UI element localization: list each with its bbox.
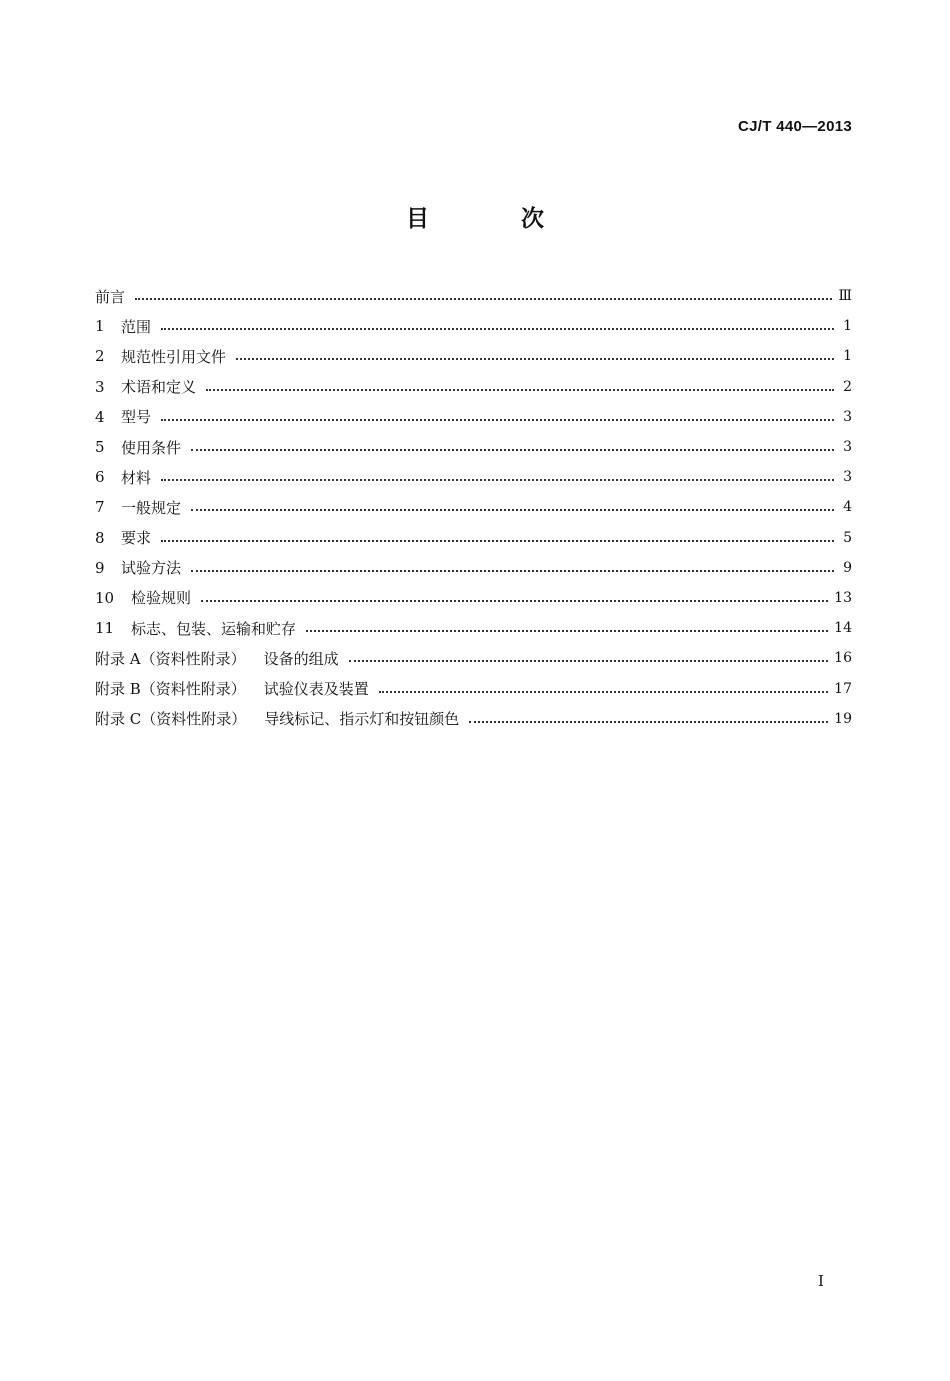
toc-entry-number: 9 (95, 558, 105, 577)
toc-entry-number: 2 (95, 347, 105, 366)
toc-entry-4[interactable] (95, 402, 852, 432)
toc-entry-number: 3 (95, 377, 105, 396)
toc-entry-page: 3 (843, 439, 852, 456)
toc-entry-page: 3 (843, 469, 852, 486)
toc-leader-dots (236, 358, 834, 360)
toc-leader-dots (379, 691, 828, 693)
table-of-contents (95, 281, 852, 734)
toc-leader-dots (135, 298, 832, 300)
toc-entry-page: 19 (834, 710, 852, 727)
toc-entry-3[interactable] (95, 372, 852, 402)
toc-leader-dots (161, 328, 834, 330)
toc-leader-dots (161, 419, 834, 421)
toc-entry-page: 5 (843, 529, 852, 546)
toc-entry-11[interactable] (95, 613, 852, 643)
toc-entry-page: 4 (843, 499, 852, 516)
toc-entry-7[interactable] (95, 492, 852, 522)
toc-entry-1[interactable] (95, 311, 852, 341)
toc-entry-page: 9 (843, 559, 852, 576)
toc-entry-number: 5 (95, 438, 105, 457)
toc-entry-appendix-a[interactable] (95, 643, 852, 673)
toc-entry-label: 试验方法 (121, 559, 182, 578)
toc-entry-label: 要求 (121, 529, 152, 548)
toc-entry-label: 范围 (121, 317, 152, 336)
toc-appendix-label: 附录 C（资料性附录） (95, 710, 247, 729)
toc-leader-dots (469, 721, 828, 723)
toc-entry-page: 14 (834, 620, 852, 637)
toc-entry-number: 4 (95, 407, 105, 426)
toc-entry-number: 8 (95, 528, 105, 547)
toc-entry-label: 型号 (121, 408, 152, 427)
toc-entry-5[interactable] (95, 432, 852, 462)
toc-entry-10[interactable] (95, 583, 852, 613)
toc-entry-label: 术语和定义 (121, 378, 197, 397)
toc-entry-page: Ⅲ (838, 288, 852, 305)
toc-entry-label: 标志、包装、运输和贮存 (131, 619, 297, 638)
page-title: 目 次 (405, 206, 586, 232)
toc-entry-foreword[interactable] (95, 281, 852, 311)
toc-entry-label: 使用条件 (121, 438, 182, 457)
toc-entry-label: 试验仪表及装置 (263, 680, 369, 699)
toc-entry-label: 检验规则 (131, 589, 192, 608)
toc-leader-dots (201, 600, 828, 602)
toc-leader-dots (191, 449, 834, 451)
toc-leader-dots (206, 389, 834, 391)
toc-appendix-label: 附录 B（资料性附录） (95, 680, 246, 699)
toc-entry-appendix-c[interactable] (95, 704, 852, 734)
toc-entry-label: 规范性引用文件 (121, 347, 227, 366)
toc-entry-8[interactable] (95, 523, 852, 553)
toc-entry-page: 17 (834, 680, 852, 697)
toc-entry-number: 1 (95, 317, 105, 336)
toc-entry-page: 1 (843, 318, 852, 335)
toc-entry-number: 11 (95, 619, 115, 638)
toc-entry-page: 1 (843, 348, 852, 365)
toc-leader-dots (349, 660, 829, 662)
toc-leader-dots (161, 540, 834, 542)
toc-entry-page: 16 (834, 650, 852, 667)
page-number: I (818, 1272, 824, 1290)
toc-entry-label: 前言 (95, 287, 126, 306)
toc-entry-page: 2 (843, 378, 852, 395)
toc-entry-number: 7 (95, 498, 105, 517)
toc-leader-dots (161, 479, 834, 481)
toc-leader-dots (191, 509, 834, 511)
toc-entry-6[interactable] (95, 462, 852, 492)
toc-entry-number: 10 (95, 588, 115, 607)
toc-entry-page: 13 (834, 589, 852, 606)
toc-entry-label: 一般规定 (121, 498, 182, 517)
toc-entry-label: 导线标记、指示灯和按钮颜色 (264, 710, 460, 729)
toc-entry-number: 6 (95, 468, 105, 487)
toc-entry-2[interactable] (95, 341, 852, 371)
toc-entry-label: 设备的组成 (263, 649, 339, 668)
toc-entry-appendix-b[interactable] (95, 673, 852, 703)
toc-leader-dots (191, 570, 834, 572)
toc-appendix-label: 附录 A（资料性附录） (95, 649, 246, 668)
toc-leader-dots (306, 630, 828, 632)
toc-entry-9[interactable] (95, 553, 852, 583)
toc-entry-page: 3 (843, 408, 852, 425)
standard-code: CJ/T 440—2013 (738, 118, 852, 135)
toc-entry-label: 材料 (121, 468, 152, 487)
